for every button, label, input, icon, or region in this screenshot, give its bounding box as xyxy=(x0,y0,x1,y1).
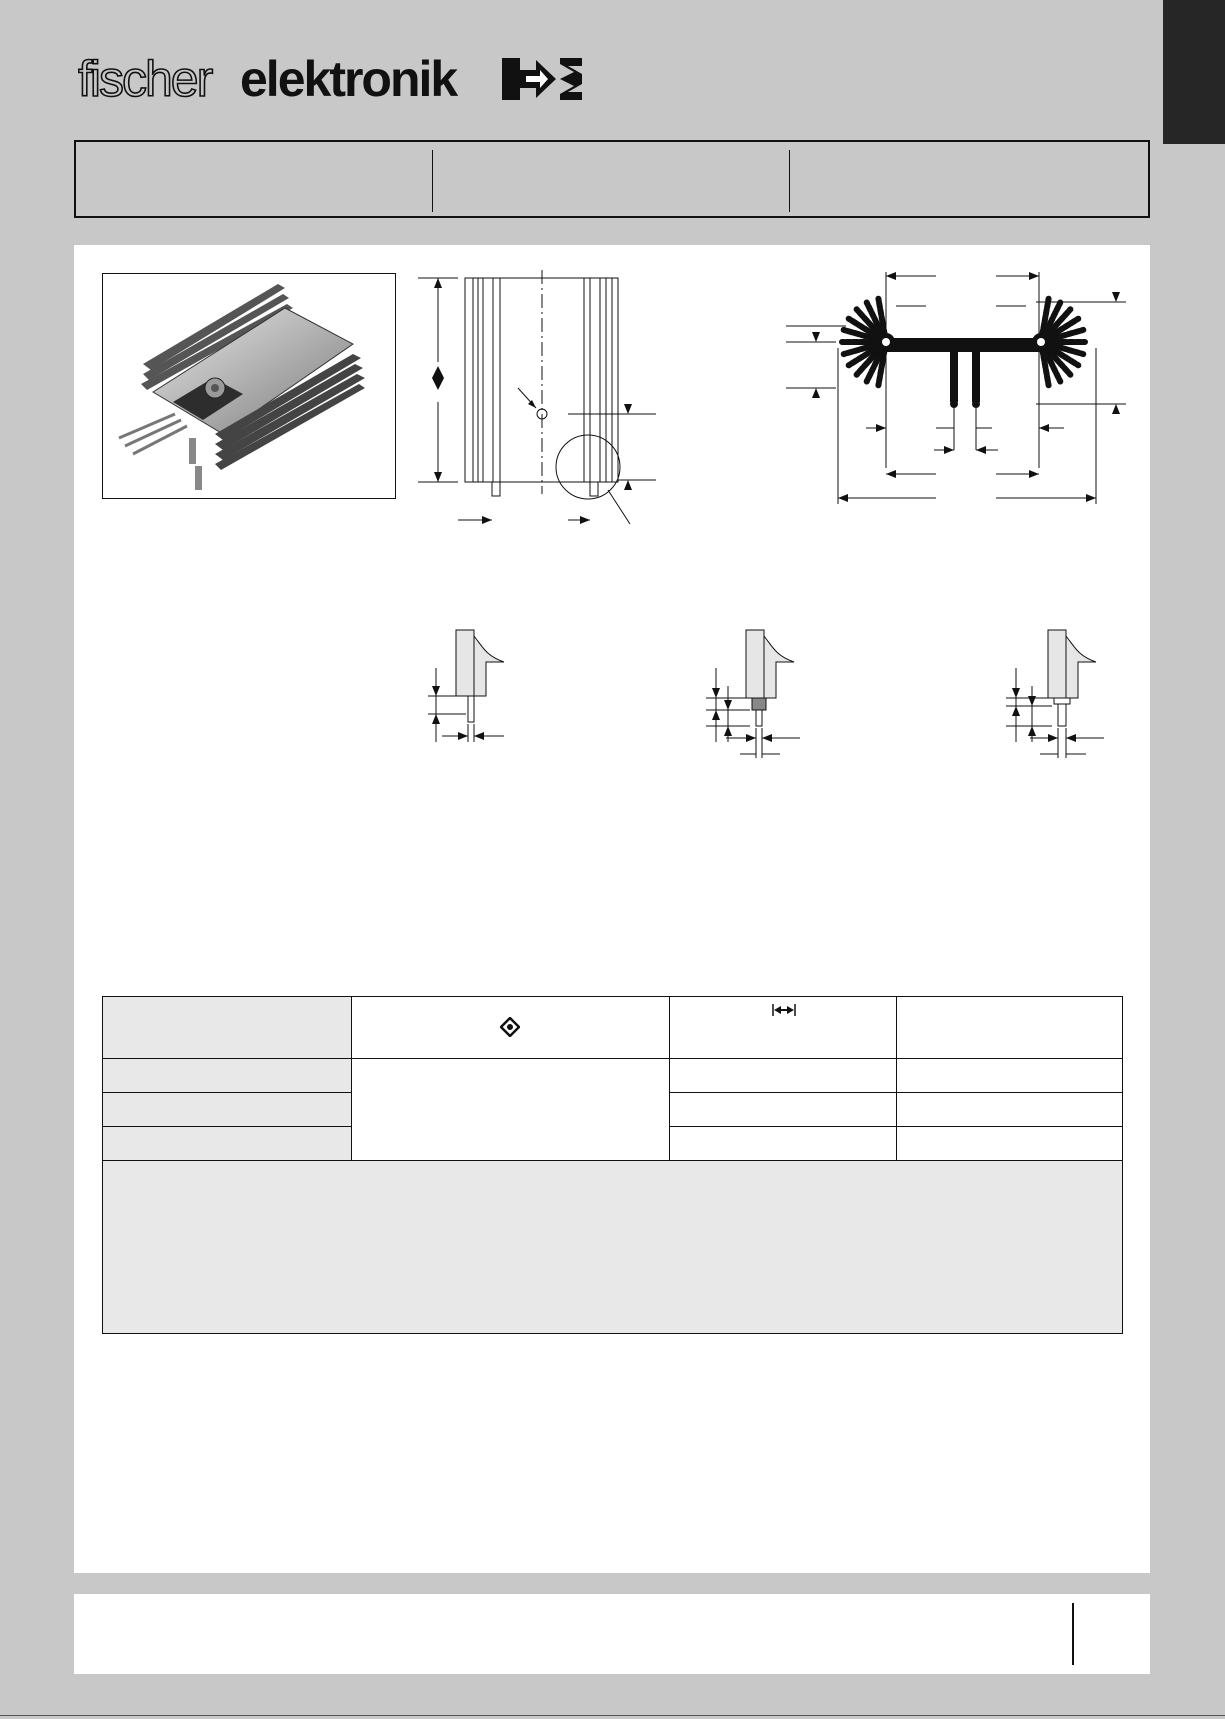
table-cell xyxy=(897,1059,1122,1093)
mounting-hole xyxy=(1037,338,1045,346)
mounting-hole xyxy=(882,338,890,346)
fischer-elektronik-logo xyxy=(78,52,598,106)
logo-text-bold: elektronik xyxy=(240,52,457,106)
table-cell xyxy=(670,1127,897,1161)
logo-arrow-icon xyxy=(502,58,582,100)
table-header-cell xyxy=(103,997,352,1059)
surface-finish-icon xyxy=(500,1017,520,1037)
header-cell-3 xyxy=(790,142,1148,216)
header-box xyxy=(74,140,1150,218)
logo-text-light: fischer xyxy=(78,52,212,106)
heatsink-side-view-drawing xyxy=(418,262,658,532)
table-header-cell xyxy=(897,997,1122,1059)
length-arrow-icon xyxy=(772,1003,796,1017)
table-cell xyxy=(103,1093,352,1127)
bottom-rule xyxy=(0,1715,1225,1716)
footer-divider xyxy=(1072,1603,1074,1665)
spec-table xyxy=(102,996,1123,1334)
solder-pin-with-washer-detail-drawing xyxy=(1006,626,1116,766)
heatsink-photo xyxy=(103,274,395,498)
table-header-cell xyxy=(670,997,897,1059)
table-cell-merged xyxy=(352,1059,670,1161)
solder-pin-detail-drawing xyxy=(428,626,528,744)
solder-pin-with-nut-detail-drawing xyxy=(706,626,806,766)
header-cell-1 xyxy=(76,142,432,216)
section-tab-marker xyxy=(1163,0,1225,144)
footer-panel xyxy=(74,1594,1150,1674)
heatsink-profile-cross-section-drawing xyxy=(786,268,1126,508)
table-cell xyxy=(670,1059,897,1093)
table-cell xyxy=(670,1093,897,1127)
table-cell xyxy=(897,1127,1122,1161)
table-cell xyxy=(103,1059,352,1093)
table-note xyxy=(103,1161,1122,1333)
product-photo-frame xyxy=(102,273,396,499)
table-cell xyxy=(897,1093,1122,1127)
table-header-cell xyxy=(352,997,670,1059)
header-cell-2 xyxy=(433,142,789,216)
table-cell xyxy=(103,1127,352,1161)
